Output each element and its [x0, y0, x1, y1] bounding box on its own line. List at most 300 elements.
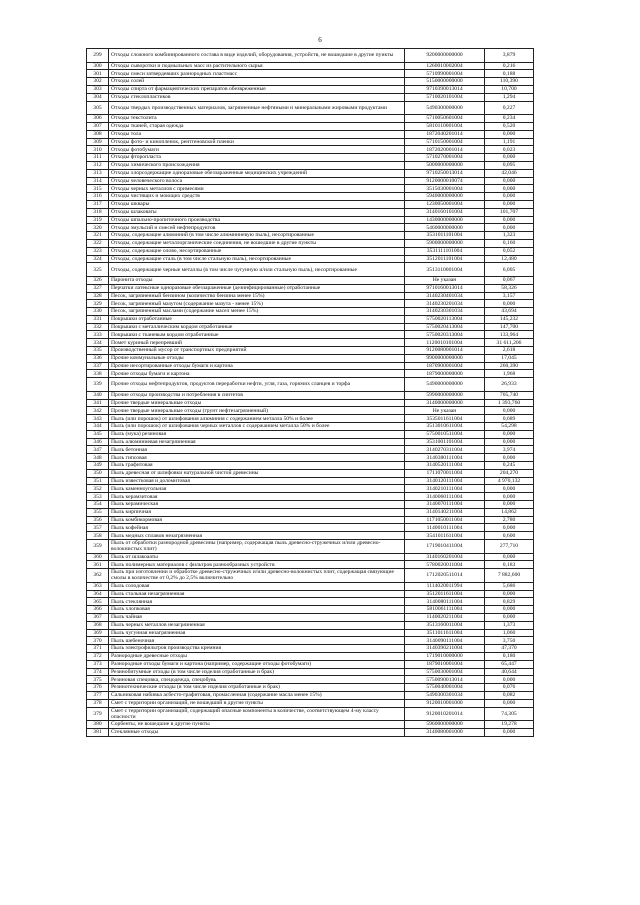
waste-name: Пыль солодовая [109, 582, 405, 590]
waste-name: Сорбенты, не вошедшие в другие пункты [109, 721, 405, 729]
waste-code: 3531001101004 [405, 438, 485, 446]
waste-name: Пыль чайная [109, 613, 405, 621]
waste-name: Отходы фторопласта [109, 154, 405, 162]
waste-code: 1872040201014 [405, 130, 485, 138]
waste-name: Пыль стальная незагрязненная [109, 590, 405, 598]
waste-amount: 133,964 [485, 331, 534, 339]
waste-name: Песок, загрязненный маслами (содержание масел менее 15%) [109, 308, 405, 316]
waste-code: 5940000000000 [405, 193, 485, 201]
waste-name: Пыль электрофильтров производства кремния [109, 645, 405, 653]
waste-amount: 3,974 [485, 446, 534, 454]
waste-name: Отходы человеческого волоса [109, 177, 405, 185]
waste-name: Покрышки с металлическим кордом отработанные [109, 323, 405, 331]
row-number: 359 [87, 540, 109, 554]
waste-name: Отходы фото- и кинопленок, рентгеновской пленки [109, 138, 405, 146]
row-number: 341 [87, 399, 109, 407]
row-number: 354 [87, 501, 109, 509]
waste-name: Отходы, содержащие черные металлы (в том числе чугунную и/или стальную пыль), несортированные [109, 263, 405, 277]
waste-name: Помет куриный перепревший [109, 339, 405, 347]
row-number: 313 [87, 169, 109, 177]
waste-name: Пыль комбикормовая [109, 516, 405, 524]
waste-name: Отходы чистящих и моющих средств [109, 193, 405, 201]
waste-name: Производственный мусор от транспортных предприятий [109, 347, 405, 355]
row-number: 356 [87, 516, 109, 524]
row-number: 323 [87, 247, 109, 255]
waste-amount: 58,326 [485, 284, 534, 292]
waste-amount: 1,968 [485, 370, 534, 378]
waste-name: Отходы стеклопластиков [109, 93, 405, 101]
row-number: 321 [87, 232, 109, 240]
table-row [87, 676, 534, 684]
waste-name: Отходы солей [109, 78, 405, 86]
waste-name: Прочие отходы бумаги и картона [109, 370, 405, 378]
waste-name: Пыль керамическая [109, 501, 405, 509]
row-number: 351 [87, 477, 109, 485]
waste-name: Пыль черных металлов незагрязненная [109, 621, 405, 629]
row-number: 333 [87, 331, 109, 339]
waste-name: Покрышки отработанные [109, 315, 405, 323]
waste-amount: 4 970,132 [485, 477, 534, 485]
table-row [87, 446, 534, 454]
waste-amount: 0,829 [485, 598, 534, 606]
waste-code: 1719010411004 [405, 540, 485, 554]
row-number: 337 [87, 362, 109, 370]
waste-name: Пыль бетонная [109, 446, 405, 454]
row-number: 369 [87, 629, 109, 637]
waste-name: Пыль (или порошок) от шлифования черных металлов с содержанием металла 50% и более [109, 423, 405, 431]
table-row [87, 216, 534, 224]
table-row [87, 606, 534, 614]
table-row [87, 292, 534, 300]
table-row [87, 423, 534, 431]
waste-amount: 42,046 [485, 169, 534, 177]
row-number: 324 [87, 255, 109, 263]
waste-code: 3140380111004 [405, 454, 485, 462]
table-row [87, 331, 534, 339]
waste-amount: 1,294 [485, 93, 534, 101]
table-row [87, 501, 534, 509]
table-row [87, 660, 534, 668]
row-number: 347 [87, 446, 109, 454]
table-row [87, 347, 534, 355]
waste-amount: 6,005 [485, 263, 534, 277]
waste-code: 5810061111004 [405, 606, 485, 614]
table-row [87, 177, 534, 185]
waste-name: Отходы текстолита [109, 115, 405, 123]
waste-amount: 0,227 [485, 101, 534, 115]
table-row [87, 323, 534, 331]
waste-amount: 74,305 [485, 707, 534, 721]
waste-amount: 1 393,760 [485, 399, 534, 407]
table-row [87, 582, 534, 590]
waste-name: Разнородные отходы бумаги и картона (например, содержащие отходы фотобумаги) [109, 660, 405, 668]
waste-code: 3140230201034 [405, 300, 485, 308]
waste-amount: 0,000 [485, 130, 534, 138]
waste-code: 5960000000000 [405, 721, 485, 729]
waste-code: 3140120111004 [405, 477, 485, 485]
waste-amount: 0,000 [485, 613, 534, 621]
waste-amount: 0,000 [485, 177, 534, 185]
waste-amount: 1,323 [485, 232, 534, 240]
waste-code: 5750010511004 [405, 430, 485, 438]
waste-amount: 5,686 [485, 582, 534, 590]
waste-name: Отходы, содержащие олово, несортированные [109, 247, 405, 255]
table-row [87, 721, 534, 729]
waste-amount: 31 611,206 [485, 339, 534, 347]
table-row [87, 477, 534, 485]
waste-code: 3140230401034 [405, 292, 485, 300]
table-row [87, 130, 534, 138]
waste-name: Пыль (или порошок) от шлифования алюминия с содержанием металла 50% и более [109, 415, 405, 423]
table-row [87, 362, 534, 370]
table-row [87, 493, 534, 501]
table-row [87, 161, 534, 169]
waste-code: 5710050601004 [405, 115, 485, 123]
row-number: 350 [87, 469, 109, 477]
table-row [87, 684, 534, 692]
waste-code: 3140070111004 [405, 501, 485, 509]
waste-name: Пыль кофейная [109, 524, 405, 532]
waste-code: 9120010201014 [405, 707, 485, 721]
table-row [87, 154, 534, 162]
waste-amount: 54,298 [485, 423, 534, 431]
waste-code: 3140160201004 [405, 553, 485, 561]
row-number: 332 [87, 323, 109, 331]
waste-name: Отходы хлорсодержащие одноразовые обеззараженные медицинских учреждений [109, 169, 405, 177]
waste-name: Пыль хлопковая [109, 606, 405, 614]
table-row [87, 407, 534, 415]
waste-name: Смет с территории организаций, содержащий опасные компоненты в количестве, соответствующем 4-му классу опасности [109, 707, 405, 721]
waste-amount: 0,216 [485, 62, 534, 70]
row-number: 299 [87, 49, 109, 63]
waste-amount: 10,700 [485, 85, 534, 93]
table-row [87, 308, 534, 316]
waste-code: 3535011611004 [405, 415, 485, 423]
table-row [87, 561, 534, 569]
row-number: 308 [87, 130, 109, 138]
waste-code: 5710150001004 [405, 138, 485, 146]
waste-code: 9120000010074 [405, 177, 485, 185]
waste-code: 3512011611004 [405, 590, 485, 598]
row-number: 331 [87, 315, 109, 323]
table-row [87, 540, 534, 554]
waste-name: Пыль от шлакоааты [109, 553, 405, 561]
waste-amount: 0,000 [485, 493, 534, 501]
row-number: 375 [87, 676, 109, 684]
waste-amount: 0,000 [485, 728, 534, 736]
row-number: 381 [87, 728, 109, 736]
waste-amount: 705,740 [485, 391, 534, 399]
table-row [87, 49, 534, 63]
waste-name: Пыль полимерных материалов с фильтров разнообразных устройств [109, 561, 405, 569]
waste-amount: 0,000 [485, 501, 534, 509]
waste-amount: 0,052 [485, 247, 534, 255]
waste-code: 5780020011004 [405, 561, 485, 569]
waste-amount: 0,000 [485, 154, 534, 162]
waste-amount: 0,000 [485, 200, 534, 208]
waste-name: Отходы тола [109, 130, 405, 138]
row-number: 302 [87, 78, 109, 86]
waste-amount: 204,270 [485, 469, 534, 477]
table-row [87, 516, 534, 524]
row-number: 364 [87, 590, 109, 598]
row-number: 373 [87, 660, 109, 668]
row-number: 377 [87, 691, 109, 699]
row-number: 366 [87, 606, 109, 614]
waste-amount: 43,694 [485, 308, 534, 316]
row-number: 300 [87, 62, 109, 70]
table-row [87, 247, 534, 255]
waste-amount: 110,390 [485, 78, 534, 86]
waste-name: Пыль гипсовая [109, 454, 405, 462]
waste-code: 9200000000000 [405, 49, 485, 63]
waste-name: Отходы фотобумаги [109, 146, 405, 154]
row-number: 365 [87, 598, 109, 606]
waste-code: 9120010001000 [405, 699, 485, 707]
waste-code: 5710020101004 [405, 93, 485, 101]
waste-name: Пыль медных сплавов незагрязненная [109, 532, 405, 540]
waste-amount: 17,045 [485, 354, 534, 362]
waste-amount: 0,689 [485, 415, 534, 423]
table-row [87, 629, 534, 637]
waste-amount: 3,157 [485, 292, 534, 300]
waste-name: Пыль при изготовлении и обработке древесно-стружечных и/или древесно-волокнистых плит, содержащая связующие смолы в количестве от 0,2% до 2,5% включительно [109, 569, 405, 583]
table-row [87, 255, 534, 263]
waste-amount: 0,180 [485, 652, 534, 660]
table-row [87, 691, 534, 699]
waste-amount: 0,000 [485, 485, 534, 493]
row-number: 326 [87, 276, 109, 284]
waste-amount: 0,000 [485, 590, 534, 598]
waste-code: 3140390211004 [405, 645, 485, 653]
waste-amount: 0,000 [485, 524, 534, 532]
row-number: 319 [87, 216, 109, 224]
waste-code: 5150000000000 [405, 78, 485, 86]
table-row [87, 553, 534, 561]
table-row [87, 532, 534, 540]
table-row [87, 485, 534, 493]
table-row [87, 70, 534, 78]
waste-code: 1260010002004 [405, 62, 485, 70]
row-number: 307 [87, 122, 109, 130]
table-row [87, 637, 534, 645]
waste-name: Пыль стеклянная [109, 598, 405, 606]
waste-name: Песок, загрязненный бензином (количество бензина менее 15%) [109, 292, 405, 300]
waste-name: Пыль известковая и доломитовая [109, 477, 405, 485]
row-number: 348 [87, 454, 109, 462]
waste-name: Прочие твердые минеральные отходы [109, 399, 405, 407]
waste-code: 5750090013014 [405, 676, 485, 684]
table-row [87, 101, 534, 115]
waste-amount: 0,234 [485, 115, 534, 123]
table-row [87, 315, 534, 323]
table-row [87, 454, 534, 462]
table-row [87, 438, 534, 446]
table-row [87, 645, 534, 653]
waste-amount: 0,000 [485, 454, 534, 462]
waste-code: 9710250013014 [405, 169, 485, 177]
waste-amount: 101,707 [485, 208, 534, 216]
waste-code: 5490000000000 [405, 378, 485, 392]
row-number: 361 [87, 561, 109, 569]
waste-amount: 1,191 [485, 138, 534, 146]
table-row [87, 598, 534, 606]
waste-code: 3140080111004 [405, 598, 485, 606]
waste-code: 1171050011004 [405, 516, 485, 524]
waste-code: 5750020413004 [405, 323, 485, 331]
table-row [87, 78, 534, 86]
table-row [87, 652, 534, 660]
waste-amount: 0,000 [485, 216, 534, 224]
table-row [87, 430, 534, 438]
waste-name: Прочие коммунальные отходы [109, 354, 405, 362]
waste-code: 1230050001004 [405, 200, 485, 208]
table-row [87, 354, 534, 362]
row-number: 378 [87, 699, 109, 707]
waste-name: Пыль керамзитовая [109, 493, 405, 501]
waste-code: 5460000000000 [405, 224, 485, 232]
waste-code: 5490300000000 [405, 101, 485, 115]
waste-code: 3140000000000 [405, 399, 485, 407]
waste-code: 1120010101004 [405, 339, 485, 347]
waste-name: Отходы, содержащие сталь (в том числе стальную пыль), несортированные [109, 255, 405, 263]
waste-name: Песок, загрязненный мазутом (содержание мазута - менее 15%) [109, 300, 405, 308]
row-number: 310 [87, 146, 109, 154]
row-number: 371 [87, 645, 109, 653]
waste-code: 1872020001014 [405, 146, 485, 154]
table-row [87, 707, 534, 721]
table-row [87, 339, 534, 347]
waste-name: Резинотехнические отходы (в том числе изделия отработанные и брак) [109, 684, 405, 692]
row-number: 303 [87, 85, 109, 93]
waste-name: Пыль графитовая [109, 462, 405, 470]
table-row [87, 185, 534, 193]
waste-code: 1140020211004 [405, 613, 485, 621]
row-number: 305 [87, 101, 109, 115]
table-row [87, 62, 534, 70]
table-row [87, 122, 534, 130]
waste-code: 3513110001004 [405, 263, 485, 277]
row-number: 346 [87, 438, 109, 446]
waste-amount: 19,278 [485, 721, 534, 729]
waste-amount: 3,879 [485, 49, 534, 63]
waste-code: 3140520111004 [405, 462, 485, 470]
table-row [87, 590, 534, 598]
table-row [87, 263, 534, 277]
row-number: 345 [87, 430, 109, 438]
waste-code: 5750030001004 [405, 668, 485, 676]
row-number: 340 [87, 391, 109, 399]
waste-name: Отходы тканей, старая одежда [109, 122, 405, 130]
row-number: 335 [87, 347, 109, 355]
waste-name: Прочие отходы нефтепродуктов, продуктов переработки нефти, угля, газа, горючих сланцев и торфа [109, 378, 405, 392]
row-number: 342 [87, 407, 109, 415]
table-row [87, 415, 534, 423]
table-row [87, 391, 534, 399]
waste-name: Резинобитумные отходы (в том числе изделия отработанные и брак) [109, 668, 405, 676]
waste-code: Не указан [405, 276, 485, 284]
waste-amount: 277,710 [485, 540, 534, 554]
waste-code: 1879010001004 [405, 660, 485, 668]
waste-code: 9120080001014 [405, 347, 485, 355]
waste-code: 3513160011004 [405, 621, 485, 629]
table-row [87, 728, 534, 736]
waste-name: Пыль кирпичная [109, 508, 405, 516]
waste-code: 1140010111004 [405, 524, 485, 532]
waste-code: 3511011611004 [405, 629, 485, 637]
waste-name: Пыль шебеночная [109, 637, 405, 645]
table-row [87, 146, 534, 154]
table-row [87, 469, 534, 477]
table-row [87, 284, 534, 292]
row-number: 329 [87, 300, 109, 308]
waste-code: Не указан [405, 407, 485, 415]
waste-amount: 0,000 [485, 407, 534, 415]
waste-amount: 47,370 [485, 645, 534, 653]
table-row [87, 378, 534, 392]
row-number: 304 [87, 93, 109, 101]
row-number: 327 [87, 284, 109, 292]
waste-name: Стеклянные отходы [109, 728, 405, 736]
row-number: 301 [87, 70, 109, 78]
row-number: 353 [87, 493, 109, 501]
row-number: 376 [87, 684, 109, 692]
waste-code: 1430000000000 [405, 216, 485, 224]
waste-name: Отходы, содержащие металлорганические соединения, не вошедшие в другие пункты [109, 239, 405, 247]
row-number: 322 [87, 239, 109, 247]
row-number: 318 [87, 208, 109, 216]
waste-amount: 2,780 [485, 516, 534, 524]
table-row [87, 208, 534, 216]
waste-amount: 65,447 [485, 660, 534, 668]
waste-amount: 0,000 [485, 224, 534, 232]
waste-amount: 0,000 [485, 185, 534, 193]
row-number: 317 [87, 200, 109, 208]
row-number: 368 [87, 621, 109, 629]
row-number: 314 [87, 177, 109, 185]
row-number: 358 [87, 532, 109, 540]
waste-amount: 7 882,600 [485, 569, 534, 583]
row-number: 379 [87, 707, 109, 721]
row-number: 316 [87, 193, 109, 201]
waste-amount: 147,700 [485, 323, 534, 331]
waste-amount: 0,000 [485, 438, 534, 446]
waste-amount: 12,480 [485, 255, 534, 263]
table-row [87, 239, 534, 247]
waste-amount: 3,750 [485, 637, 534, 645]
waste-code: 3531111101004 [405, 247, 485, 255]
row-number: 374 [87, 668, 109, 676]
waste-code: 3140140211004 [405, 508, 485, 516]
table-row [87, 399, 534, 407]
waste-amount: 0,095 [485, 161, 534, 169]
waste-amount: 260,390 [485, 362, 534, 370]
waste-name: Прочие несортированные отходы бумаги и картона [109, 362, 405, 370]
waste-code: 1712020511014 [405, 569, 485, 583]
waste-name: Отходы черных металлов с примесями [109, 185, 405, 193]
waste-amount: 0,000 [485, 553, 534, 561]
row-number: 372 [87, 652, 109, 660]
waste-code: 3140090111004 [405, 637, 485, 645]
table-row [87, 276, 534, 284]
table-row [87, 200, 534, 208]
waste-amount: 0,600 [485, 532, 534, 540]
waste-name: Паронита отходы [109, 276, 405, 284]
table-row [87, 224, 534, 232]
waste-amount: 0,000 [485, 300, 534, 308]
waste-name: Разнородные древесные отходы [109, 652, 405, 660]
waste-amount: 26,933 [485, 378, 534, 392]
